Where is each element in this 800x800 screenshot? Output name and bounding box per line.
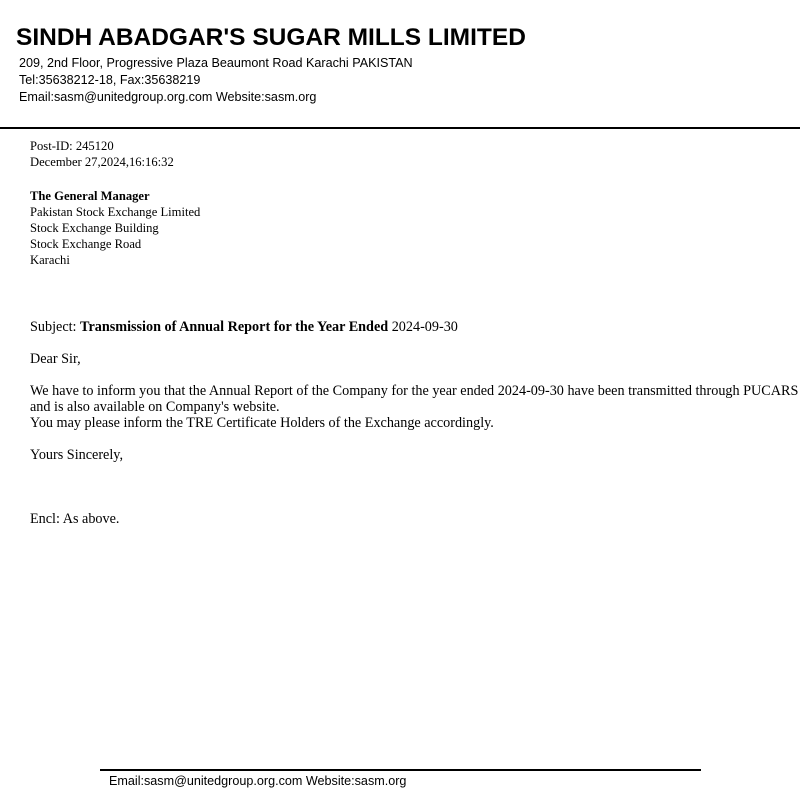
company-name: SINDH ABADGAR'S SUGAR MILLS LIMITED [16,24,526,51]
company-address: 209, 2nd Floor, Progressive Plaza Beaumont Road Karachi PAKISTAN [19,56,413,70]
subject-line [30,319,458,335]
closing: Yours Sincerely, [30,447,124,463]
letterhead [0,0,800,130]
company-email-website: Email:sasm@unitedgroup.org.com Website:sasm.org [19,90,317,104]
header-divider [0,127,800,129]
enclosure-note: Encl: As above. [30,511,120,527]
recipient-line: Karachi [30,253,70,267]
footer-divider [100,769,701,771]
body-paragraph: You may please inform the TRE Certificate Holders of the Exchange accordingly. [30,415,494,431]
subject-label: Subject: [30,319,77,335]
recipient-block [30,188,200,268]
company-phone-fax: Tel:35638212-18, Fax:35638219 [19,73,201,87]
letter-body [30,383,800,431]
recipient-line: Stock Exchange Road [30,237,142,251]
post-id: Post-ID: 245120 [30,139,114,153]
recipient-line: Stock Exchange Building [30,221,159,235]
post-datetime: December 27,2024,16:16:32 [30,155,174,169]
body-paragraph: We have to inform you that the Annual Report of the Company for the year ended 2024-09-30 have been transmitted through PUCARS and is also available on Company's website. [30,383,799,415]
subject-date: 2024-09-30 [391,319,458,335]
recipient-title: The General Manager [30,189,150,203]
salutation: Dear Sir, [30,351,81,367]
recipient-line: Pakistan Stock Exchange Limited [30,205,201,219]
footer-contact: Email:sasm@unitedgroup.org.com Website:sasm.org [109,774,407,788]
subject-title: Transmission of Annual Report for the Year Ended [80,319,389,335]
